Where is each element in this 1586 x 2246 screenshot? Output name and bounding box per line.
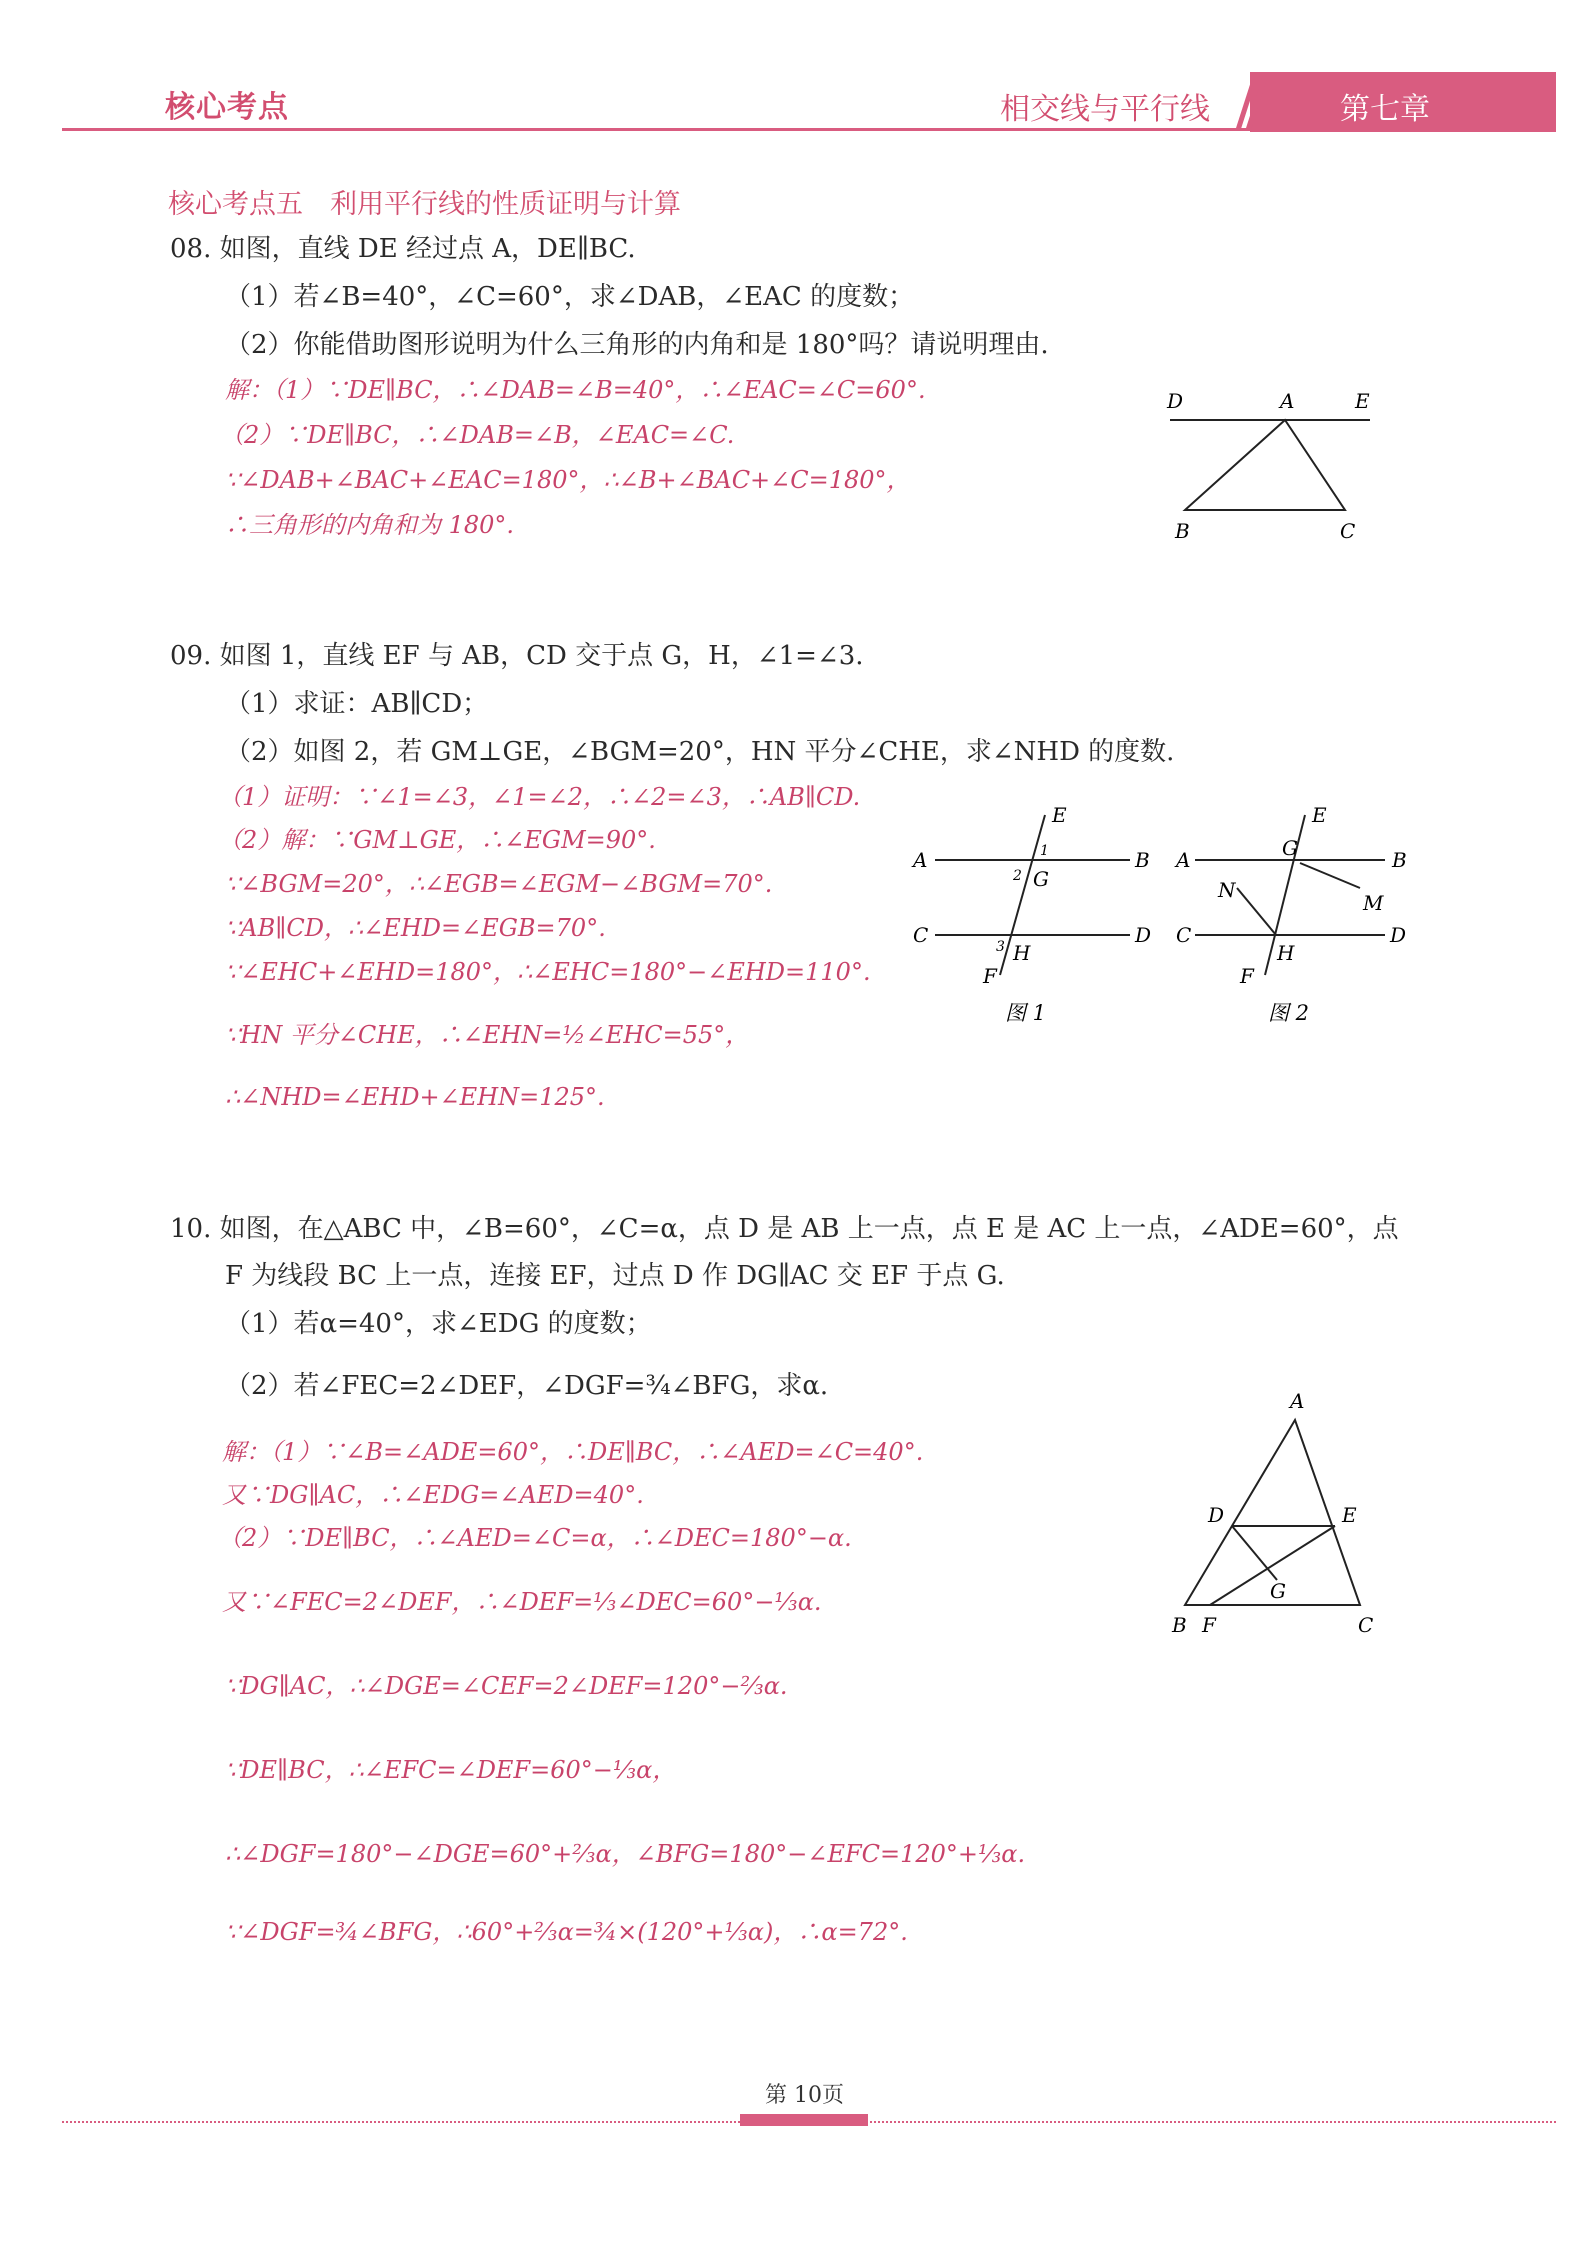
q09-part1: （1）求证：AB∥CD； [225,689,489,719]
label-h: H [1277,941,1295,965]
q10-answer-line: ∵∠DGF=¾∠BFG，∴60°+⅔α=¾×(120°+⅓α)，∴α=72°. [225,1918,908,1946]
ray-gm [1300,863,1360,888]
q10-answer-line: 又∵∠FEC=2∠DEF，∴∠DEF=⅓∠DEC=60°−⅓α. [222,1588,822,1616]
q09-answer-line: ∵∠EHC+∠EHD=180°，∴∠EHC=180°−∠EHD=110°. [225,958,871,986]
label-m: M [1363,891,1384,915]
label-d: D [1135,923,1152,947]
label-d: D [1390,923,1407,947]
q08-stem: 08. 如图，直线 DE 经过点 A，DE∥BC. [170,234,636,264]
label-b: B [1392,848,1407,872]
q10-answer-line: （2）∵DE∥BC，∴∠AED=∠C=α，∴∠DEC=180°−α. [218,1524,852,1552]
q10-part1: （1）若α=40°，求∠EDG 的度数； [225,1309,652,1339]
q10-answer-line: ∴∠DGF=180°−∠DGE=60°+⅔α，∠BFG=180°−∠EFC=120°+⅓α. [225,1840,1026,1868]
label-g: G [1033,867,1049,891]
footer-accent-bar [740,2114,868,2126]
label-n: N [1218,878,1236,902]
label-g: G [1282,836,1298,860]
q08-figure [1155,380,1395,550]
ray-hn [1237,888,1276,935]
label-g: G [1270,1579,1286,1603]
label-e: E [1052,803,1067,827]
chapter-label: 第七章 [1340,92,1430,127]
label-b: B [1172,1613,1187,1637]
label-c: C [1340,519,1356,543]
q10-part2: （2）若∠FEC=2∠DEF，∠DGF=¾∠BFG，求α. [225,1371,829,1401]
label-e: E [1355,389,1370,413]
label-a: A [1290,1389,1305,1413]
label-f: F [983,964,997,988]
label-a: A [1176,848,1191,872]
label-f: F [1240,964,1254,988]
q09-answer-line: ∵∠BGM=20°，∴∠EGB=∠EGM−∠BGM=70°. [225,870,773,898]
label-f: F [1202,1613,1216,1637]
q08-answer-line: 解：（1）∵DE∥BC，∴∠DAB=∠B=40°，∴∠EAC=∠C=60°. [225,376,926,404]
q09-answer-line: ∵HN 平分∠CHE，∴∠EHN=½∠EHC=55°， [225,1021,750,1049]
q08-answer-line: ∴三角形的内角和为 180°. [225,511,515,539]
q10-answer-line: 解：（1）∵∠B=∠ADE=60°，∴DE∥BC，∴∠AED=∠C=40°. [222,1438,924,1466]
angle-1: 1 [1040,843,1049,859]
q10-answer-line: ∵DE∥BC，∴∠EFC=∠DEF=60°−⅓α， [225,1756,677,1784]
label-c: C [1176,923,1192,947]
q08-answer-line: ∵∠DAB+∠BAC+∠EAC=180°，∴∠B+∠BAC+∠C=180°， [225,466,911,494]
label-a: A [1280,389,1295,413]
q09-answer-line: （1）证明：∵∠1=∠3，∠1=∠2，∴∠2=∠3，∴AB∥CD. [218,783,861,811]
q09-answer-line: ∵AB∥CD，∴∠EHD=∠EGB=70°. [225,914,606,942]
label-b: B [1135,848,1150,872]
section-title: 核心考点五 利用平行线的性质证明与计算 [168,189,681,220]
label-e: E [1342,1503,1357,1527]
label-a: A [913,848,928,872]
label-e: E [1312,803,1327,827]
page-number: 第 10页 [765,2083,844,2108]
figure-1-caption: 图 1 [1005,1001,1047,1025]
angle-2: 2 [1013,868,1022,884]
header-rule [62,128,1556,131]
q10-figure [1160,1380,1390,1640]
q09-figure-2 [1170,800,1420,1030]
q09-figure-1 [905,800,1175,1030]
q08-part1: （1）若∠B=40°，∠C=60°，求∠DAB，∠EAC 的度数； [225,282,915,312]
q10-answer-line: 又∵DG∥AC，∴∠EDG=∠AED=40°. [222,1481,644,1509]
q09-part2: （2）如图 2，若 GM⊥GE，∠BGM=20°，HN 平分∠CHE，求∠NHD 的度数. [225,737,1175,767]
segment-dg [1232,1526,1277,1580]
q10-stem-line2: F 为线段 BC 上一点，连接 EF，过点 D 作 DG∥AC 交 EF 于点 G. [225,1261,1005,1291]
chapter-topic-title: 相交线与平行线 [1000,92,1210,127]
triangle-abc [1185,420,1345,510]
q08-part2: （2）你能借助图形说明为什么三角形的内角和是 180°吗？请说明理由. [225,330,1049,360]
label-b: B [1175,519,1190,543]
q08-answer-line: （2）∵DE∥BC，∴∠DAB=∠B，∠EAC=∠C. [220,421,735,449]
figure-2-caption: 图 2 [1268,1001,1310,1025]
q09-answer-line: ∴∠NHD=∠EHD+∠EHN=125°. [225,1083,605,1111]
q10-answer-line: ∵DG∥AC，∴∠DGE=∠CEF=2∠DEF=120°−⅔α. [225,1672,788,1700]
label-d: D [1167,389,1184,413]
angle-3: 3 [996,939,1005,955]
q09-answer-line: （2）解：∵GM⊥GE，∴∠EGM=90°. [218,826,656,854]
label-c: C [913,923,929,947]
q09-stem: 09. 如图 1，直线 EF 与 AB，CD 交于点 G，H，∠1=∠3. [170,641,864,671]
label-c: C [1358,1613,1374,1637]
label-h: H [1013,941,1031,965]
q10-stem-line1: 10. 如图，在△ABC 中，∠B=60°，∠C=α，点 D 是 AB 上一点，点 E 是 AC 上一点，∠ADE=60°，点 [170,1214,1399,1244]
header-slash-decoration [1228,72,1268,132]
label-d: D [1208,1503,1225,1527]
header-left-title: 核心考点 [165,90,289,125]
